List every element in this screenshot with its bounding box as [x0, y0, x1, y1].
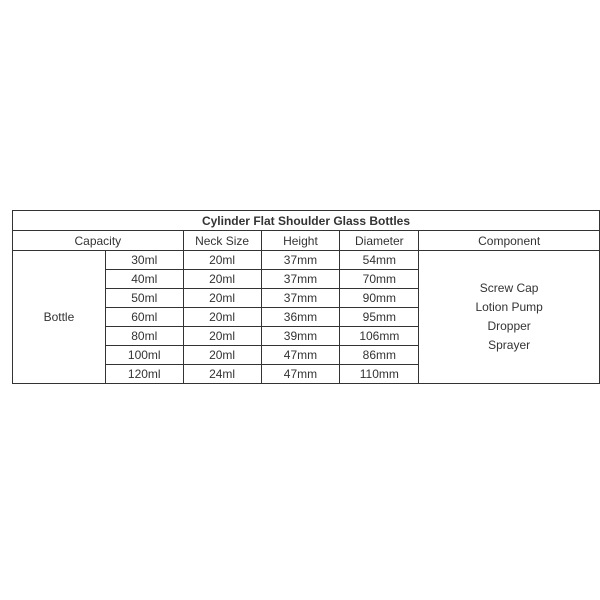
cell-neck-size: 20ml: [183, 308, 261, 327]
cell-height: 36mm: [261, 308, 340, 327]
header-capacity: Capacity: [13, 231, 184, 251]
row-group-label: Bottle: [13, 251, 106, 384]
cell-height: 39mm: [261, 327, 340, 346]
header-row: [13, 231, 600, 251]
component-item: Sprayer: [488, 338, 531, 352]
header-neck-size: Neck Size: [183, 231, 261, 251]
cell-height: 47mm: [261, 365, 340, 384]
cell-diameter: 90mm: [340, 289, 419, 308]
cell-capacity: 100ml: [105, 346, 183, 365]
cell-diameter: 54mm: [340, 251, 419, 270]
cell-height: 37mm: [261, 289, 340, 308]
cell-neck-size: 20ml: [183, 327, 261, 346]
cell-capacity: 30ml: [105, 251, 183, 270]
component-cell: [419, 251, 600, 384]
cell-capacity: 50ml: [105, 289, 183, 308]
component-item: Lotion Pump: [475, 300, 543, 314]
cell-capacity: 80ml: [105, 327, 183, 346]
cell-diameter: 106mm: [340, 327, 419, 346]
cell-diameter: 70mm: [340, 270, 419, 289]
cell-capacity: 120ml: [105, 365, 183, 384]
cell-height: 37mm: [261, 270, 340, 289]
table-row: [13, 251, 600, 270]
title-row: [13, 211, 600, 231]
cell-capacity: 60ml: [105, 308, 183, 327]
component-item: Dropper: [487, 319, 531, 333]
cell-capacity: 40ml: [105, 270, 183, 289]
component-item: Screw Cap: [479, 281, 539, 295]
spec-table: [12, 210, 600, 384]
cell-height: 47mm: [261, 346, 340, 365]
cell-diameter: 110mm: [340, 365, 419, 384]
cell-neck-size: 20ml: [183, 251, 261, 270]
cell-neck-size: 20ml: [183, 346, 261, 365]
header-component: Component: [419, 231, 600, 251]
header-diameter: Diameter: [340, 231, 419, 251]
cell-neck-size: 20ml: [183, 270, 261, 289]
cell-neck-size: 24ml: [183, 365, 261, 384]
cell-diameter: 95mm: [340, 308, 419, 327]
cell-diameter: 86mm: [340, 346, 419, 365]
cell-neck-size: 20ml: [183, 289, 261, 308]
table-title: Cylinder Flat Shoulder Glass Bottles: [13, 211, 600, 231]
header-height: Height: [261, 231, 340, 251]
cell-height: 37mm: [261, 251, 340, 270]
